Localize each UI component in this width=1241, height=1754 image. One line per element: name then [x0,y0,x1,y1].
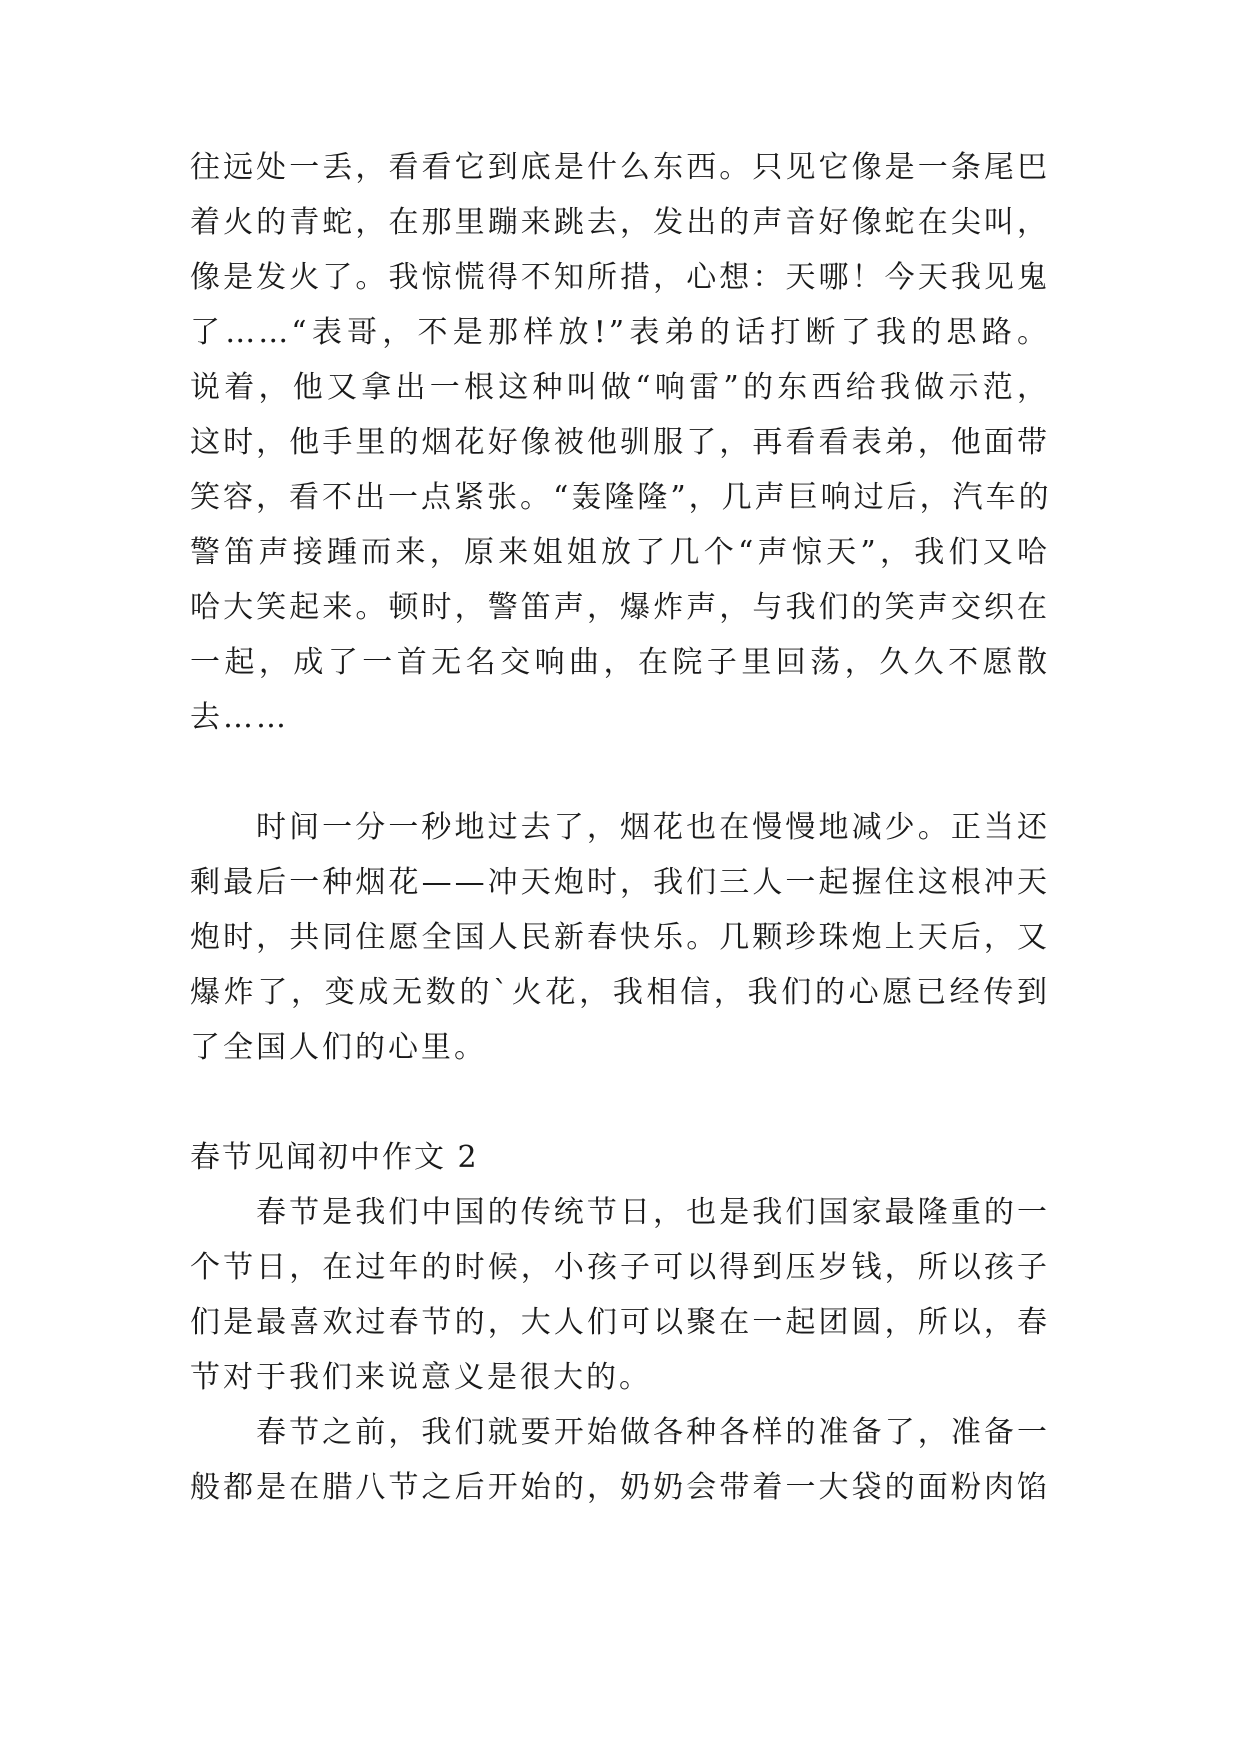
paragraph-line: 节对于我们来说意义是很大的。 [190,1360,652,1395]
paragraph-line: 了……“表哥，不是那样放!”表弟的话打断了我的思路。 [190,315,1050,350]
paragraph-line: 警笛声接踵而来，原来姐姐放了几个“声惊天”，我们又哈 [190,535,1050,570]
paragraph-line: 春节之前，我们就要开始做各种各样的准备了，准备一 [256,1415,1050,1450]
paragraph-line: 爆炸了，变成无数的`火花，我相信，我们的心愿已经传到 [190,975,1050,1010]
paragraph-line: 般都是在腊八节之后开始的，奶奶会带着一大袋的面粉肉馅 [190,1470,1050,1505]
paragraph-line: 了全国人们的心里。 [190,1030,487,1065]
paragraph-line: 哈大笑起来。顿时，警笛声，爆炸声，与我们的笑声交织在 [190,590,1050,625]
paragraph-line: 春节是我们中国的传统节日，也是我们国家最隆重的一 [256,1195,1050,1230]
paragraph-line: 个节日，在过年的时候，小孩子可以得到压岁钱，所以孩子 [190,1250,1050,1285]
paragraph-line: 炮时，共同住愿全国人民新春快乐。几颗珍珠炮上天后，又 [190,920,1050,955]
paragraph-line: 一起，成了一首无名交响曲，在院子里回荡，久久不愿散 [190,645,1050,680]
paragraph-line: 往远处一丢，看看它到底是什么东西。只见它像是一条尾巴 [190,150,1050,185]
paragraph-line: 去…… [190,700,289,735]
section-title: 春节见闻初中作文 2 [190,1140,479,1175]
paragraph-line: 这时，他手里的烟花好像被他驯服了，再看看表弟，他面带 [190,425,1050,460]
paragraph-line: 们是最喜欢过春节的，大人们可以聚在一起团圆，所以，春 [190,1305,1050,1340]
paragraph-line: 时间一分一秒地过去了，烟花也在慢慢地减少。正当还 [256,810,1050,845]
paragraph-line: 着火的青蛇，在那里蹦来跳去，发出的声音好像蛇在尖叫， [190,205,1050,240]
paragraph-line: 剩最后一种烟花——冲天炮时，我们三人一起握住这根冲天 [190,865,1050,900]
paragraph-line: 笑容，看不出一点紧张。“轰隆隆”，几声巨响过后，汽车的 [190,480,1052,515]
paragraph-line: 像是发火了。我惊慌得不知所措，心想：天哪！今天我见鬼 [190,260,1050,295]
paragraph-line: 说着，他又拿出一根这种叫做“响雷”的东西给我做示范， [190,370,1050,405]
